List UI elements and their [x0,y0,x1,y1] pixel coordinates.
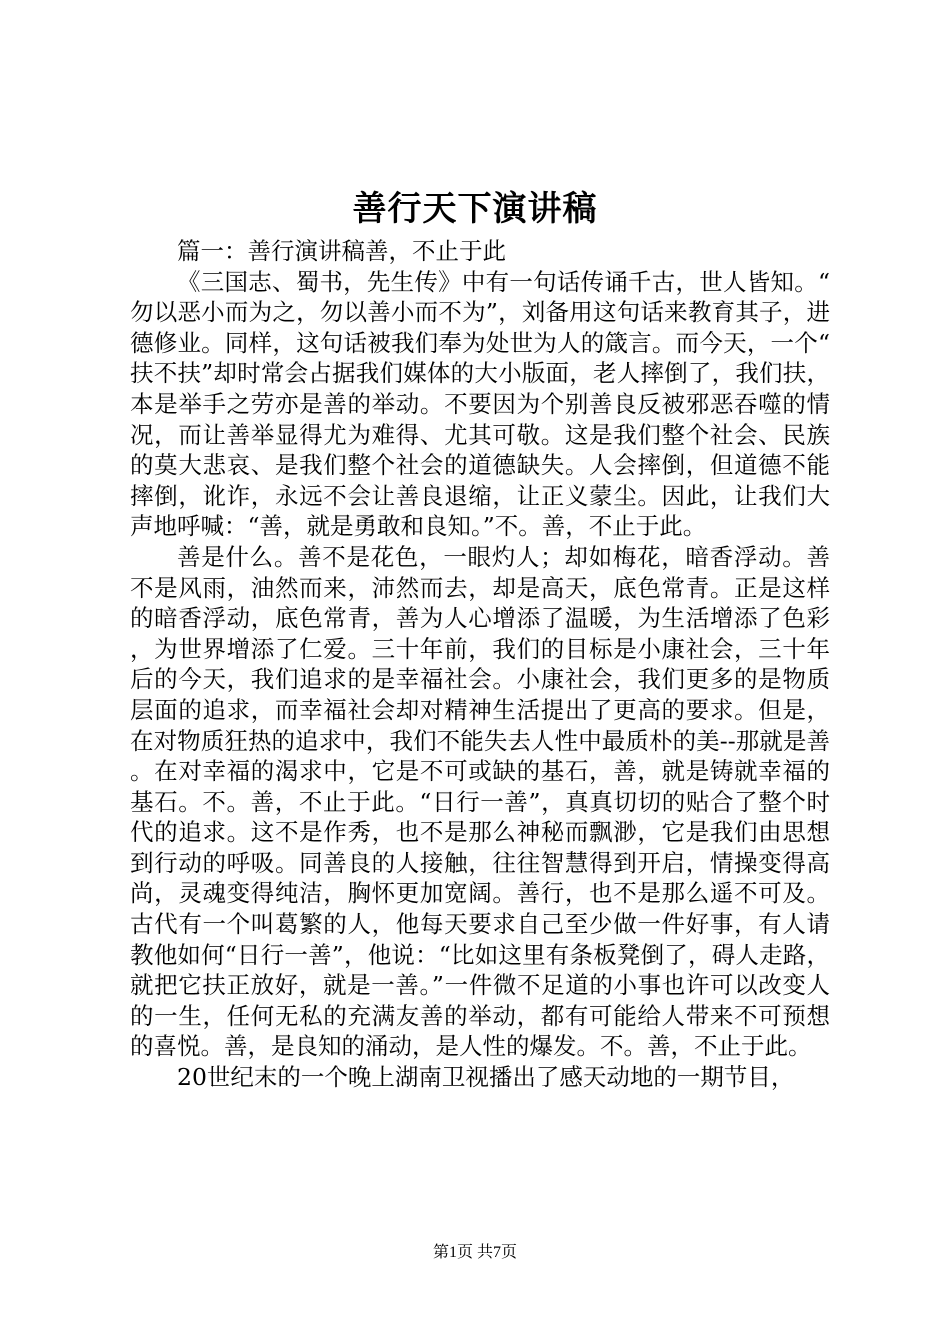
document-body [130,236,830,1093]
paragraph-intro: 《三国志、蜀书，先生传》中有一句话传诵千古，世人皆知。“勿以恶小而为之，勿以善小而不为”，刘备用这句话来教育其子，进德修业。同样，这句话被我们奉为处世为人的箴言。而今天，一个“扶不扶”却时常会占据我们媒体的大小版面，老人摔倒了，我们扶，本是举手之劳亦是善的举动。不要因为个别善良反被邪恶吞噬的情况，而让善举显得尤为难得、尤其可敬。这是我们整个社会、民族的莫大悲哀、是我们整个社会的道德缺失。人会摔倒，但道德不能摔倒，讹诈，永远不会让善良退缩，让正义蒙尘。因此，让我们大声地呼喊：“善，就是勇敢和良知。”不。善，不止于此。 [130,267,830,541]
document-title: 善行天下演讲稿 [352,189,598,229]
paragraph-section-heading: 篇一：善行演讲稿善，不止于此 [177,237,506,265]
page-number-footer: 第1页 共7页 [432,1244,517,1261]
paragraph-what-is-good: 善是什么。善不是花色，一眼灼人；却如梅花，暗香浮动。善不是风雨，油然而来，沛然而去，却是高天，底色常青。正是这样的暗香浮动，底色常青，善为人心增添了温暖，为生活增添了色彩，为世界增添了仁爱。三十年前，我们的目标是小康社会，三十年后的今天，我们追求的是幸福社会。小康社会，我们更多的是物质层面的追求，而幸福社会却对精神生活提出了更高的要求。但是，在对物质狂热的追求中，我们不能失去人性中最质朴的美--那就是善。在对幸福的渴求中，它是不可或缺的基石，善，就是铸就幸福的基石。不。善，不止于此。“日行一善”，真真切切的贴合了整个时代的追求。这不是作秀，也不是那么神秘而飘渺，它是我们由思想到行动的呼吸。同善良的人接触，往往智慧得到开启，情操变得高尚，灵魂变得纯洁，胸怀更加宽阔。善行，也不是那么遥不可及。古代有一个叫葛繁的人，他每天要求自己至少做一件好事，有人请教他如何“日行一善”，他说：“比如这里有条板凳倒了，碍人走路，就把它扶正放好，就是一善。”一件微不足道的小事也许可以改变人的一生，任何无私的充满友善的举动，都有可能给人带来不可预想的喜悦。善，是良知的涌动，是人性的爆发。不。善，不止于此。 [130,542,830,1061]
paragraph-twentieth-century: 20世纪末的一个晚上湖南卫视播出了感天动地的一期节目， [177,1063,795,1092]
